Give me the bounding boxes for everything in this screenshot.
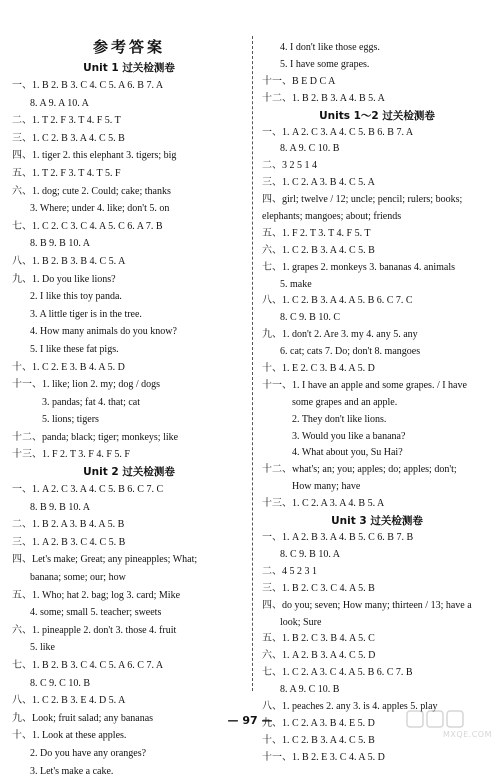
section-title: Unit 2 过关检测卷 xyxy=(83,466,175,479)
watermark-icon xyxy=(406,709,466,731)
answer-line: 四、do you; seven; How many; thirteen / 13; have a xyxy=(262,599,472,611)
answer-line: 3. Would you like a banana? xyxy=(292,430,406,442)
answer-line: 4. some; small 5. teacher; sweets xyxy=(30,607,162,619)
answer-line: 五、1. T 2. F 3. T 4. T 5. F xyxy=(12,167,121,179)
answer-line: How many; have xyxy=(292,481,361,493)
answer-line: 8. B 9. B 10. A xyxy=(30,501,91,513)
left-answer-list xyxy=(12,60,246,780)
answer-line: 二、1. T 2. F 3. T 4. F 5. T xyxy=(12,115,121,127)
answer-line: 8. A 9. C 10. B xyxy=(280,684,340,696)
answer-line: 3. pandas; fat 4. that; cat xyxy=(42,396,141,408)
answer-line: 三、1. A 2. B 3. C 4. C 5. B xyxy=(12,536,126,548)
answer-line: 十三、1. C 2. A 3. A 4. B 5. A xyxy=(262,498,385,510)
section-title: Units 1～2 过关检测卷 xyxy=(319,109,435,122)
answer-line: 六、1. C 2. B 3. A 4. C 5. B xyxy=(262,244,375,256)
answer-line: 七、1. grapes 2. monkeys 3. bananas 4. animals xyxy=(262,261,456,273)
answer-line: 6. cat; cats 7. Do; don't 8. mangoes xyxy=(280,346,421,358)
answer-line: 六、1. pineapple 2. don't 3. those 4. fruit xyxy=(12,624,177,636)
answer-line: 8. A 9. A 10. A xyxy=(30,97,89,109)
answer-line: 二、1. B 2. A 3. B 4. A 5. B xyxy=(12,519,125,531)
page-title: 参考答案 xyxy=(92,38,165,56)
answer-line: 3. A little tiger is in the tree. xyxy=(30,308,142,320)
answer-line: 3. Let's make a cake. xyxy=(30,765,114,777)
answer-line: 8. C 9. B 10. C xyxy=(280,312,341,324)
answer-line: 三、1. B 2. C 3. C 4. A 5. B xyxy=(262,582,375,594)
column-divider xyxy=(252,36,253,691)
answer-line: look; Sure xyxy=(280,616,322,628)
answer-line: 4. I don't like those eggs. xyxy=(280,42,380,53)
answer-line: 十、1. C 2. B 3. A 4. C 5. B xyxy=(262,734,375,746)
answer-line: 十二、panda; black; tiger; monkeys; like xyxy=(12,431,179,443)
answer-line: 四、1. tiger 2. this elephant 3. tigers; big xyxy=(12,150,177,162)
answer-line: banana; some; our; how xyxy=(30,572,126,584)
answer-line: 二、4 5 2 3 1 xyxy=(262,565,317,577)
watermark-text: MXQE.COM xyxy=(442,730,492,739)
answer-line: 七、1. C 2. C 3. C 4. A 5. C 6. A 7. B xyxy=(12,220,163,232)
section-title: Unit 1 过关检测卷 xyxy=(83,62,175,74)
answer-line: 十一、B E D C A xyxy=(262,75,336,87)
answer-line: 五、1. Who; hat 2. bag; log 3. card; Mike xyxy=(12,589,181,601)
answer-line: 五、1. F 2. T 3. T 4. F 5. T xyxy=(262,227,371,239)
answer-line: 六、1. dog; cute 2. Could; cake; thanks xyxy=(12,185,171,197)
answer-line: 8. A 9. C 10. B xyxy=(280,143,340,155)
answer-line: 8. B 9. B 10. A xyxy=(30,238,91,250)
answer-line: 5. lions; tigers xyxy=(42,414,99,426)
answer-line: 二、3 2 5 1 4 xyxy=(262,160,317,172)
answer-line: 三、1. C 2. A 3. B 4. C 5. A xyxy=(262,177,375,189)
answer-line: 六、1. A 2. B 3. A 4. C 5. D xyxy=(262,650,376,662)
answer-line: 2. They don't like lions. xyxy=(292,413,387,425)
answer-line: 5. make xyxy=(280,278,312,290)
answer-line: 5. I have some grapes. xyxy=(280,58,370,70)
page-number: — 97 — xyxy=(227,714,273,727)
answer-line: 九、1. C 2. A 3. B 4. E 5. D xyxy=(262,717,375,729)
answer-line: 五、1. B 2. C 3. B 4. A 5. C xyxy=(262,633,375,645)
answer-line: 十二、what's; an; you; apples; do; apples; don't; xyxy=(262,464,457,476)
answer-line: 十一、1. B 2. E 3. C 4. A 5. D xyxy=(262,751,385,763)
answer-line: 十、1. E 2. C 3. B 4. A 5. D xyxy=(262,363,375,375)
answer-line: 2. I like this toy panda. xyxy=(30,291,122,303)
answer-line: 5. like xyxy=(30,642,55,654)
answer-line: 一、1. A 2. C 3. A 4. C 5. B 6. B 7. A xyxy=(262,126,414,138)
answer-line: elephants; mangoes; about; friends xyxy=(262,211,402,223)
answer-line: some grapes and an apple. xyxy=(292,396,398,408)
answer-line: 8. C 9. C 10. B xyxy=(30,677,91,689)
answer-line: 4. What about you, Su Hai? xyxy=(292,447,403,459)
answer-line: 九、1. don't 2. Are 3. my 4. any 5. any xyxy=(262,329,418,341)
answer-line: 七、1. C 2. A 3. C 4. A 5. B 6. C 7. B xyxy=(262,667,413,679)
answer-line: 一、1. B 2. B 3. C 4. C 5. A 6. B 7. A xyxy=(12,80,164,91)
answer-line: 十二、1. B 2. B 3. A 4. B 5. A xyxy=(262,92,385,104)
answer-line: 九、Look; fruit salad; any bananas xyxy=(12,712,154,724)
answer-line: 九、1. Do you like lions? xyxy=(12,273,116,285)
answer-line: 十一、1. I have an apple and some grapes. / I have xyxy=(262,379,467,391)
answer-line: 十三、1. F 2. T 3. F 4. F 5. F xyxy=(12,449,130,461)
answer-line: 一、1. A 2. B 3. A 4. B 5. C 6. B 7. B xyxy=(262,532,414,544)
answer-line: 4. How many animals do you know? xyxy=(30,326,177,338)
answer-line: 2. Do you have any oranges? xyxy=(30,747,147,759)
answer-line: 十、1. Look at these apples. xyxy=(12,730,127,742)
answer-line: 十一、1. like; lion 2. my; dog / dogs xyxy=(12,379,161,391)
answer-line: 3. Where; under 4. like; don't 5. on xyxy=(30,203,170,215)
answer-line: 四、girl; twelve / 12; uncle; pencil; rulers; books; xyxy=(262,194,463,206)
answer-line: 七、1. B 2. B 3. C 4. C 5. A 6. C 7. A xyxy=(12,660,164,671)
answer-line: 三、1. C 2. B 3. A 4. C 5. B xyxy=(12,132,125,144)
section-title: Unit 3 过关检测卷 xyxy=(331,515,423,528)
answer-line: 八、1. B 2. B 3. B 4. C 5. A xyxy=(12,255,126,267)
watermark-logo xyxy=(406,709,492,739)
answer-line: 8. C 9. B 10. A xyxy=(280,548,341,560)
answer-line: 四、Let's make; Great; any pineapples; What; xyxy=(12,554,198,566)
answer-line: 八、1. C 2. B 3. A 4. A 5. B 6. C 7. C xyxy=(262,295,413,307)
answer-line: 5. I like these fat pigs. xyxy=(30,343,119,355)
answer-line: 一、1. A 2. C 3. A 4. C 5. B 6. C 7. C xyxy=(12,484,164,496)
answer-line: 八、1. C 2. B 3. E 4. D 5. A xyxy=(12,695,126,707)
right-answer-list xyxy=(262,40,492,767)
left-column xyxy=(12,36,246,780)
right-column xyxy=(262,40,492,767)
answer-line: 十、1. C 2. E 3. B 4. A 5. D xyxy=(12,361,125,373)
answer-line: 八、1. peaches 2. any 3. is 4. apples 5. play xyxy=(262,700,438,712)
